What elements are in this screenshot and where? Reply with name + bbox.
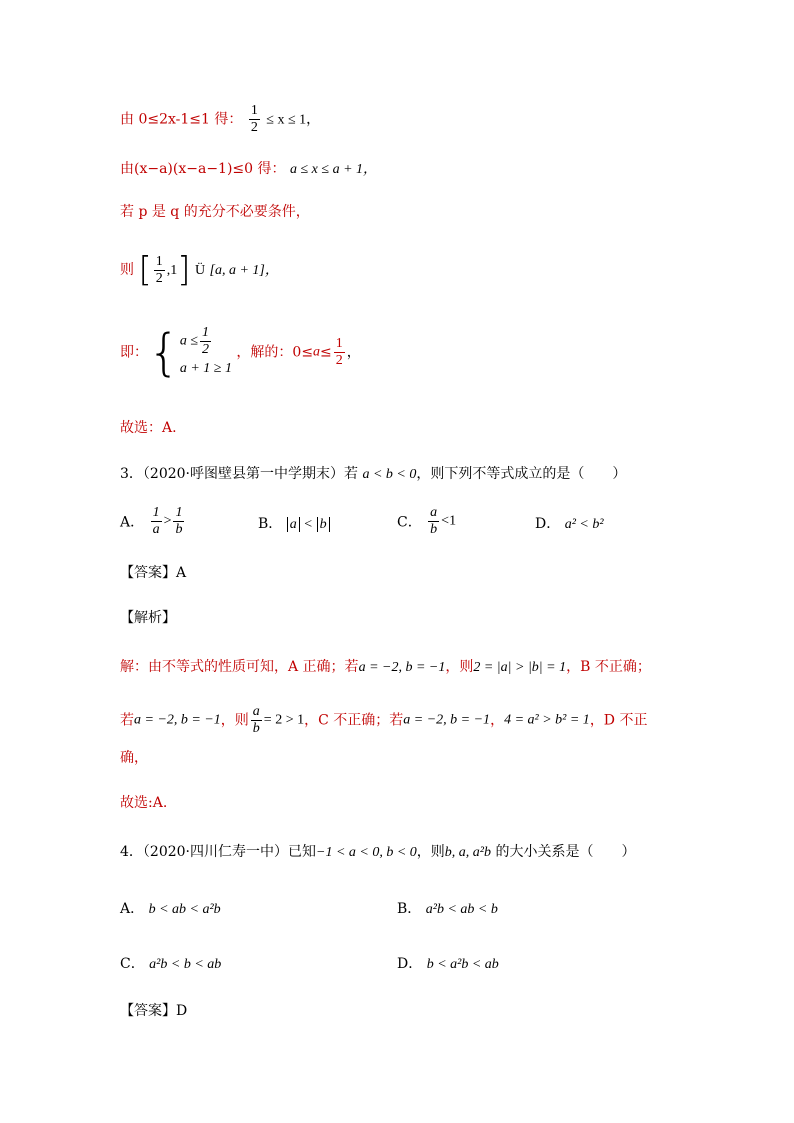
question-3-suffix: ，则下列不等式成立的是（ ）	[416, 466, 627, 482]
option-d-text: a² < b²	[564, 517, 604, 532]
system-line-1	[180, 325, 232, 358]
fraction-denominator: b	[430, 522, 438, 537]
after-half: ,1	[166, 263, 178, 278]
analysis-line-2	[120, 704, 648, 737]
option-b	[258, 513, 330, 533]
solution-step-2	[120, 159, 377, 180]
analysis-2-f: a = −2, b = −1	[403, 712, 491, 728]
question-3-prefix: 3．（2020·呼图壁县第一中学期末）若	[120, 466, 358, 482]
step5-a: a	[313, 344, 321, 360]
analysis-label: 【解析】	[120, 610, 176, 626]
fraction-half	[249, 103, 260, 136]
q4-option-c-label: C．	[120, 956, 145, 972]
step5-middle: ，解的：0≤	[236, 344, 314, 361]
option-a-label: A．	[120, 514, 145, 531]
step6-text: 故选：A.	[120, 420, 177, 436]
option-c	[397, 505, 456, 538]
fraction-numerator: a	[430, 505, 438, 520]
option-c-label: C．	[397, 514, 422, 531]
q4-option-d	[397, 953, 499, 973]
analysis-1-b: a = −2, b = −1	[358, 660, 446, 675]
question-3-condition: a < b < 0	[362, 467, 417, 482]
fraction-denominator: a	[152, 522, 160, 537]
q4-option-a-label: A．	[120, 901, 145, 917]
fraction-numerator: 1	[335, 336, 343, 351]
step2-rest: a ≤ x ≤ a + 1，	[289, 162, 378, 177]
fraction-half	[200, 325, 211, 358]
fraction-denominator: 2	[335, 353, 343, 368]
q4-option-b	[397, 898, 498, 918]
analysis-3-text: 确，	[120, 750, 148, 766]
option-a-fraction-1	[151, 505, 162, 538]
solution-step-4	[120, 250, 279, 290]
fraction-denominator: 2	[155, 270, 163, 286]
solution-step-6	[120, 418, 177, 438]
option-b-lt: <	[304, 517, 313, 532]
fraction-numerator: 1	[202, 325, 209, 340]
answer-label: 【答案】D	[120, 1003, 188, 1019]
step1-prefix: 由 0≤2x-1≤1 得：	[120, 111, 243, 128]
answer-label: 【答案】A	[120, 565, 187, 581]
fraction-denominator: b	[252, 721, 260, 736]
fraction-numerator: a	[252, 704, 260, 719]
option-b-left: a	[287, 517, 300, 532]
option-c-fraction	[428, 505, 439, 538]
option-d-label: D．	[535, 516, 561, 532]
question-3-analysis-title	[120, 608, 176, 628]
q4-option-a-text: b < ab < a²b	[148, 902, 221, 917]
option-a	[120, 505, 186, 538]
analysis-2-g: ，	[490, 712, 505, 729]
step4-rest: [a, a + 1]，	[209, 263, 279, 278]
q4-option-b-text: a²b < ab < b	[425, 902, 498, 917]
subset-symbol: Ü	[194, 263, 206, 278]
q4-option-a	[120, 898, 221, 918]
fraction-numerator: 1	[152, 505, 160, 520]
step1-rest: ≤ x ≤ 1，	[266, 112, 321, 128]
option-b-right: b	[317, 517, 330, 532]
solution-step-3	[120, 202, 310, 222]
step5-end: ，	[346, 344, 361, 361]
analysis-2-e: ，C 不正确；若	[304, 712, 404, 729]
fraction-numerator: 1	[155, 253, 163, 269]
analysis-1-c: ，则	[445, 659, 474, 675]
brace-icon: {	[148, 323, 180, 382]
question-4-answer	[120, 1001, 187, 1021]
fraction-denominator: 2	[250, 120, 258, 135]
analysis-2-d: = 2 > 1	[263, 712, 305, 728]
step5-le: ≤	[320, 344, 332, 361]
question-4-prefix: 4．（2020·四川仁寿一中）已知	[120, 844, 316, 860]
question-4-vars: b, a, a²b	[444, 845, 491, 860]
analysis-1-e: ，B 不正确；	[566, 659, 651, 675]
step4-prefix: 则	[120, 262, 134, 278]
option-a-fraction-2	[173, 505, 184, 538]
fraction-half	[334, 336, 345, 369]
analysis-2-h: 4 = a² > b² = 1	[504, 712, 590, 728]
analysis-2-i: ，D 不正	[589, 712, 648, 729]
solution-step-5	[120, 325, 361, 380]
analysis-2-a: 若	[120, 712, 134, 729]
analysis-2-fraction	[251, 704, 262, 737]
fraction-numerator: 1	[250, 103, 258, 118]
question-3-conclusion	[120, 793, 167, 813]
system-line-2: a + 1 ≥ 1	[179, 361, 232, 376]
analysis-2-c: ，则	[220, 712, 249, 729]
option-c-rest: <1	[441, 513, 457, 529]
question-4-suffix: 的大小关系是（ ）	[495, 844, 636, 860]
analysis-line-3	[120, 748, 148, 768]
step3-text: 若 p 是 q 的充分不必要条件，	[120, 204, 310, 220]
solution-step-1	[120, 103, 320, 136]
fraction-denominator: 2	[202, 342, 209, 357]
question-4-mid: ，则	[416, 844, 445, 860]
question-4-stem	[120, 842, 635, 863]
q4-option-c-text: a²b < b < ab	[149, 957, 222, 972]
inequality-system	[180, 325, 232, 380]
fraction-numerator: 1	[175, 505, 183, 520]
question-3-stem	[120, 464, 626, 485]
bracket-open: [	[138, 250, 152, 290]
analysis-1-a: 解：由不等式的性质可知，A 正确；若	[120, 659, 359, 675]
analysis-line-1	[120, 657, 651, 678]
q4-option-c	[120, 953, 221, 973]
analysis-2-b: a = −2, b = −1	[134, 712, 221, 728]
fraction-half	[154, 254, 165, 287]
q4-option-d-text: b < a²b < ab	[426, 957, 499, 972]
option-a-gt: >	[163, 513, 172, 529]
conclusion-text: 故选:A.	[120, 795, 168, 811]
q4-option-d-label: D．	[397, 956, 423, 972]
step5-prefix: 即：	[120, 344, 148, 361]
fraction-denominator: b	[175, 522, 183, 537]
q4-option-b-label: B．	[397, 901, 422, 917]
step2-prefix: 由(x−a)(x−a−1)≤0 得：	[120, 161, 286, 177]
question-4-condition: −1 < a < 0, b < 0	[316, 845, 417, 860]
system-line-1-text: a ≤	[179, 333, 198, 349]
analysis-1-d: 2 = |a| > |b| = 1	[473, 660, 567, 675]
option-d	[535, 513, 604, 533]
bracket-close: ]	[177, 250, 191, 290]
option-b-label: B．	[258, 516, 283, 532]
question-3-answer	[120, 563, 186, 583]
